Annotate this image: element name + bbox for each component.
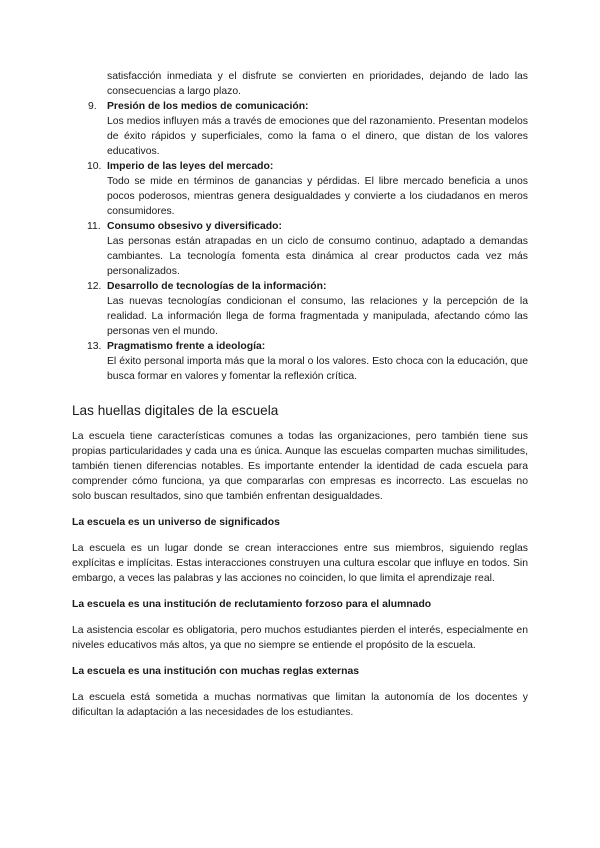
list-item-text: Todo se mide en términos de ganancias y pérdidas. El libre mercado beneficia a unos pocos poderosos, mientras genera desigualdades y convierte a los ciudadanos en meros consumidores. <box>107 176 528 217</box>
subsection-paragraph: La escuela es un lugar donde se crean interacciones entre sus miembros, siguiendo reglas explícitas e implícitas. Estas interacciones construyen una cultura escolar que influye en todos. Sin embargo, a veces las palabras y las acciones no coinciden, lo que limita el aprendizaje real. <box>72 543 528 584</box>
section-intro-paragraph: La escuela tiene características comunes a todas las organizaciones, pero también tiene sus propias particularidades y cada una es única. Aunque las escuelas comparten muchas similitudes, también tienen diferencias notables. Es importante entender la identidad de cada escuela para comprender cómo funciona, ya que compararlas con empresas es incorrecto. Las escuelas no solo buscan resultados, sino que también enfrentan desigualdades. <box>72 431 528 502</box>
list-item <box>72 219 528 279</box>
list-item-number: 10. <box>87 161 102 172</box>
list-item-title: Presión de los medios de comunicación: <box>107 101 309 112</box>
document-page <box>72 69 528 720</box>
subsection-heading: La escuela es una institución de reclutamiento forzoso para el alumnado <box>72 599 432 610</box>
subsection-paragraph: La asistencia escolar es obligatoria, pero muchos estudiantes pierden el interés, especialmente en niveles educativos más altos, ya que no siempre se entiende el propósito de la escuela. <box>72 625 528 651</box>
list-item <box>72 99 528 159</box>
continuation-text: satisfacción inmediata y el disfrute se convierten en prioridades, dejando de lado las consecuencias a largo plazo. <box>107 71 528 97</box>
list-item-number: 9. <box>88 101 97 112</box>
list-item-text: Las nuevas tecnologías condicionan el consumo, las relaciones y la percepción de la realidad. La información llega de forma fragmentada y manipulada, afectando cómo las personas ven el mundo. <box>107 296 528 337</box>
list-item-title: Desarrollo de tecnologías de la información: <box>107 281 327 292</box>
subsection-paragraph: La escuela está sometida a muchas normativas que limitan la autonomía de los docentes y dificultan la adaptación a las necesidades de los estudiantes. <box>72 692 528 718</box>
list-item-text: Los medios influyen más a través de emociones que del razonamiento. Presentan modelos de éxito rápidos y superficiales, como la fama o el dinero, que distan de los valores educativos. <box>107 116 528 157</box>
numbered-list <box>72 99 528 384</box>
list-item-text: El éxito personal importa más que la moral o los valores. Esto choca con la educación, que busca formar en valores y fomentar la reflexión crítica. <box>107 356 528 382</box>
list-item-number: 11. <box>87 221 101 232</box>
section-heading: Las huellas digitales de la escuela <box>72 403 279 418</box>
list-item-number: 13. <box>87 341 102 352</box>
list-item <box>72 339 528 384</box>
list-item-number: 12. <box>87 281 102 292</box>
list-item-title: Consumo obsesivo y diversificado: <box>107 221 282 232</box>
list-item-title: Imperio de las leyes del mercado: <box>107 161 274 172</box>
subsection-heading: La escuela es un universo de significados <box>72 517 280 528</box>
subsection-heading: La escuela es una institución con muchas reglas externas <box>72 666 360 677</box>
list-item-title: Pragmatismo frente a ideología: <box>107 341 266 352</box>
list-item <box>72 159 528 219</box>
list-item-text: Las personas están atrapadas en un ciclo de consumo continuo, adaptado a demandas cambiantes. La tecnología fomenta esta dinámica al crear productos cada vez más personalizados. <box>107 236 528 277</box>
list-item <box>72 279 528 339</box>
